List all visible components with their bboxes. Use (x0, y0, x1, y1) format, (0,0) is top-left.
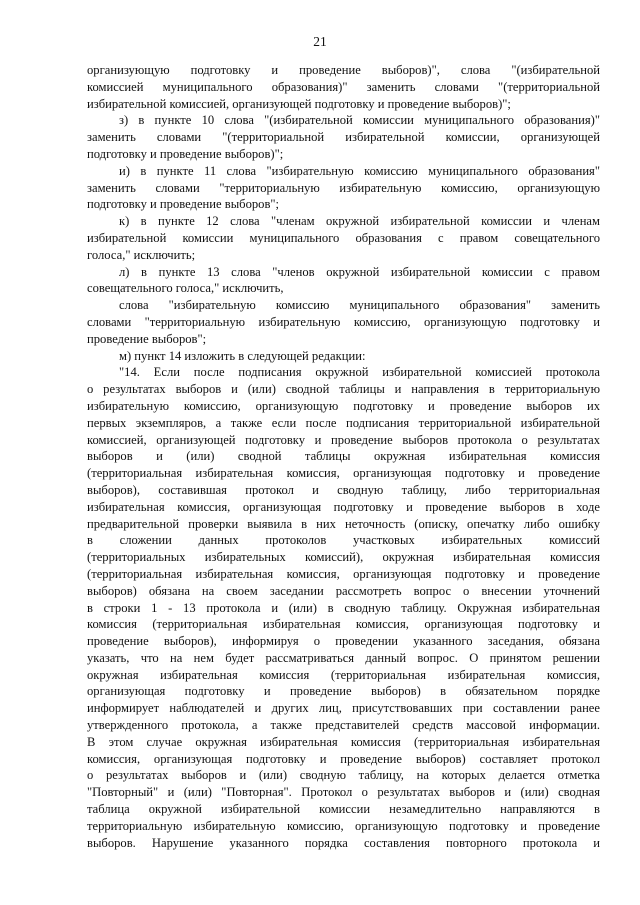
text-line: первых экземпляров, а также если после подписания территориальной избирательной (87, 415, 600, 430)
text-line: (территориальная избирательная комиссия, организующая подготовку и проведение (87, 466, 600, 481)
text-line: совещательного голоса," исключить, (87, 281, 284, 296)
text-line: избирательная комиссия, организующая подготовку и проведение выборов в ходе (87, 499, 600, 514)
text-line: проведение выборов"; (87, 331, 207, 346)
body-text (87, 62, 600, 851)
text-line: (территориальная избирательная комиссия, организующая подготовку и проведение (87, 566, 600, 581)
text-line: выборов. Нарушение указанного порядка составления повторного протокола и (87, 835, 600, 850)
text-line: выборов) обязана на своем заседании рассмотреть вопрос о внесении уточнений (87, 583, 600, 598)
text-line: з) в пункте 10 слова "(избирательной комиссии муниципального образования)" (119, 113, 600, 128)
text-line: заменить словами "территориальную избирательную комиссию, организующую (87, 180, 600, 195)
text-line: к) в пункте 12 слова "членам окружной избирательной комиссии и членам (119, 214, 600, 229)
text-line: словами "территориальную избирательную комиссию, организующую подготовку и (87, 314, 600, 329)
text-line: слова "избирательную комиссию муниципального образования" заменить (119, 298, 600, 313)
text-line: избирательную комиссию, организующую подготовку и проведение выборов их (87, 398, 600, 413)
text-line: избирательной комиссией, организующей подготовку и проведение выборов)"; (87, 96, 511, 111)
text-line: "14. Если после подписания окружной избирательной комиссией протокола (119, 365, 600, 380)
text-line: указать, что на нем будет рассматриваться данный вопрос. О принятом решении (87, 650, 600, 665)
text-line: информирует наблюдателей и других лиц, присутствовавших при составлении ранее (87, 701, 600, 716)
text-line: о результатах выборов и (или) сводной таблицы и направления в территориальную (87, 382, 600, 397)
text-line: в строки 1 - 13 протокола и (или) в сводную таблицу. Окружная избирательная (87, 600, 600, 615)
text-line: проведение выборов), информируя о проведении указанного заседания, обязана (87, 634, 600, 649)
text-line: организующая подготовку и проведение выборов) в обязательном порядке (87, 684, 600, 699)
page-number: 21 (313, 34, 327, 49)
text-line: окружная избирательная комиссия (территориальная избирательная комиссия, (87, 667, 600, 682)
text-line: (территориальных избирательных комиссий), окружная избирательная комиссия (87, 550, 600, 565)
text-line: территориальную избирательную комиссию, организующую подготовку и проведение (87, 818, 600, 833)
text-line: выборов), составившая протокол и сводную таблицу, либо территориальная (87, 482, 600, 497)
text-line: комиссией, организующей подготовку и проведение выборов протокола о результатах (87, 432, 600, 447)
text-line: л) в пункте 13 слова "членов окружной избирательной комиссии с правом (119, 264, 600, 279)
text-line: утвержденного протокола, а также представителей средств массовой информации. (87, 718, 600, 733)
text-line: В этом случае окружная избирательная комиссия (территориальная избирательная (87, 734, 600, 749)
text-line: комиссия (территориальная избирательная комиссия, организующая подготовку и (87, 617, 600, 632)
text-line: голоса," исключить; (87, 247, 196, 262)
text-line: комиссией муниципального образования)" заменить словами "(территориальной (87, 79, 600, 94)
text-line: "Повторный" и (или) "Повторная". Протокол о результатах выборов и (или) сводная (87, 785, 600, 800)
text-line: подготовку и проведение выборов)"; (87, 146, 284, 161)
text-line: предварительной проверки выявила в них неточность (описку, опечатку либо ошибку (87, 516, 600, 531)
text-line: избирательной комиссии муниципального образования с правом совещательного (87, 230, 600, 245)
text-line: организующую подготовку и проведение выборов)", слова "(избирательной (87, 63, 600, 77)
text-line: м) пункт 14 изложить в следующей редакции: (119, 348, 366, 363)
text-line: таблица окружной избирательной комиссии незамедлительно направляются в (87, 802, 600, 817)
text-line: выборов и (или) сводной таблицы окружная избирательная комиссия (87, 449, 600, 464)
text-line: комиссия, организующая подготовку и проведение выборов) составляет протокол (87, 751, 600, 766)
text-line: и) в пункте 11 слова "избирательную комиссию муниципального образования" (119, 163, 600, 178)
text-line: в сложении данных протоколов участковых избирательных комиссий (87, 533, 600, 548)
text-line: о результатах выборов и (или) сводную таблицу, на которых делается отметка (87, 768, 600, 783)
text-line: заменить словами "(территориальной избирательной комиссии, организующей (87, 130, 600, 145)
text-line: подготовку и проведение выборов"; (87, 197, 280, 212)
